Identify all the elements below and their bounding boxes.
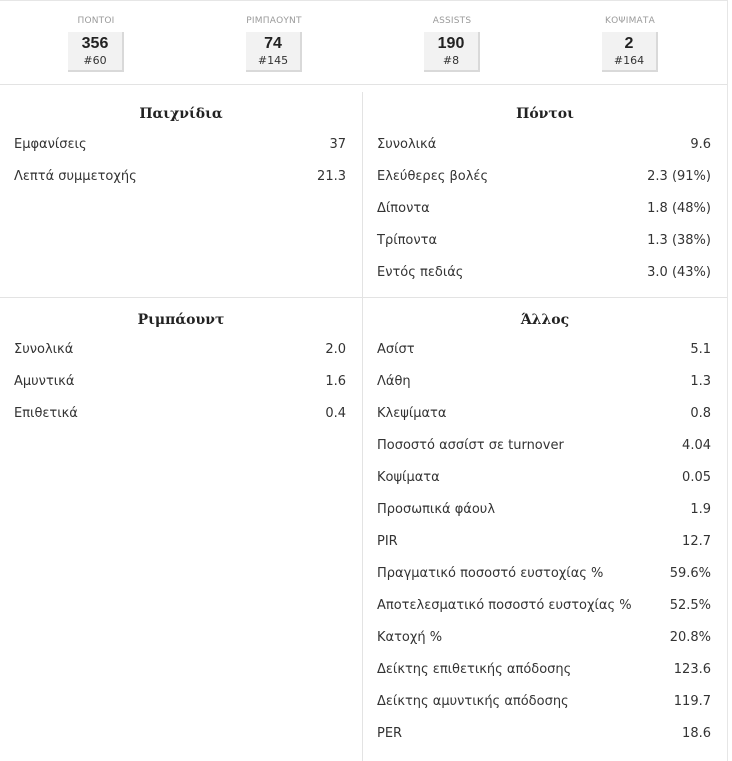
stat-row xyxy=(377,500,711,520)
stat-value: 1.9 xyxy=(690,502,711,517)
stat-label: Κλεψίματα xyxy=(377,406,447,421)
stat-label: Δείκτης επιθετικής απόδοσης xyxy=(377,662,572,677)
summary-label: ΚΟΨΙΜΑΤΑ xyxy=(605,16,655,26)
points-panel xyxy=(363,92,727,297)
stat-row xyxy=(377,199,711,219)
stat-label: Προσωπικά φάουλ xyxy=(377,502,496,517)
stat-value: 9.6 xyxy=(690,137,711,152)
stat-label: Επιθετικά xyxy=(14,406,78,421)
panel-title: Ριμπάουντ xyxy=(137,312,225,328)
stat-value: 21.3 xyxy=(317,169,346,184)
stat-row xyxy=(377,564,711,584)
summary-label: ΡΙΜΠΑΟΥΝΤ xyxy=(246,16,302,26)
stat-label: Αμυντικά xyxy=(14,374,75,389)
stat-label: Αποτελεσματικό ποσοστό ευστοχίας % xyxy=(377,598,632,613)
stat-label: Εμφανίσεις xyxy=(14,137,87,152)
stat-row xyxy=(14,404,346,424)
stat-row xyxy=(377,404,711,424)
stat-row xyxy=(14,340,346,360)
stat-row xyxy=(377,167,711,187)
stat-label: Συνολικά xyxy=(14,342,74,357)
stat-value: 1.3 (38%) xyxy=(647,233,711,248)
stat-row xyxy=(377,724,711,744)
stat-value: 0.8 xyxy=(690,406,711,421)
stat-value: 59.6% xyxy=(669,566,711,581)
stat-row xyxy=(377,231,711,251)
stat-value: 1.8 (48%) xyxy=(647,201,711,216)
stat-label: Κατοχή % xyxy=(377,630,443,645)
stat-label: Δείκτης αμυντικής απόδοσης xyxy=(377,694,569,709)
stat-row xyxy=(14,167,346,187)
stat-value: 5.1 xyxy=(690,342,711,357)
stat-label: Λεπτά συμμετοχής xyxy=(14,169,137,184)
summary-value: 2 xyxy=(624,35,634,52)
summary-blocks xyxy=(570,14,690,72)
stat-row xyxy=(14,372,346,392)
stat-value: 18.6 xyxy=(682,726,711,741)
stat-value: 12.7 xyxy=(682,534,711,549)
stat-label: Εντός πεδιάς xyxy=(377,265,464,280)
stat-value: 2.3 (91%) xyxy=(647,169,711,184)
stat-row xyxy=(377,660,711,680)
summary-rank: #60 xyxy=(83,54,107,67)
stat-label: Ασίστ xyxy=(377,342,415,357)
stat-label: Κοψίματα xyxy=(377,470,440,485)
right-rule xyxy=(727,0,728,761)
summary-value: 356 xyxy=(81,35,109,52)
stat-value: 0.05 xyxy=(682,470,711,485)
panel-title: Πόντοι xyxy=(516,106,574,122)
summary-box xyxy=(246,32,302,72)
stat-label: Πραγματικό ποσοστό ευστοχίας % xyxy=(377,566,604,581)
stat-row xyxy=(377,436,711,456)
summary-box xyxy=(68,32,124,72)
summary-rank: #164 xyxy=(613,54,645,67)
stat-row xyxy=(377,263,711,283)
games-panel xyxy=(0,92,362,297)
stat-label: Λάθη xyxy=(377,374,411,389)
summary-value: 190 xyxy=(437,35,465,52)
summary-label: ASSISTS xyxy=(432,16,472,26)
stat-value: 2.0 xyxy=(325,342,346,357)
stat-label: PER xyxy=(377,726,403,741)
summary-rebounds xyxy=(214,14,334,72)
stat-label: Συνολικά xyxy=(377,137,437,152)
stat-value: 1.3 xyxy=(690,374,711,389)
stat-value: 123.6 xyxy=(673,662,711,677)
stat-row xyxy=(377,372,711,392)
summary-box xyxy=(424,32,480,72)
stat-row xyxy=(377,532,711,552)
summary-box xyxy=(602,32,658,72)
stat-label: PIR xyxy=(377,534,398,549)
stat-row xyxy=(377,468,711,488)
stat-value: 0.4 xyxy=(325,406,346,421)
panel-title: Άλλος xyxy=(520,312,570,328)
stat-label: Δίποντα xyxy=(377,201,430,216)
stat-row xyxy=(377,340,711,360)
stat-value: 37 xyxy=(329,137,346,152)
summary-rank: #145 xyxy=(257,54,289,67)
stat-value: 4.04 xyxy=(682,438,711,453)
summary-rank: #8 xyxy=(442,54,460,67)
stat-label: Ελεύθερες βολές xyxy=(377,169,489,184)
stat-row xyxy=(377,135,711,155)
summary-value: 74 xyxy=(264,35,282,52)
summary-strip xyxy=(0,4,727,85)
stat-value: 3.0 (43%) xyxy=(647,265,711,280)
summary-assists xyxy=(392,14,512,72)
rebounds-panel xyxy=(0,298,362,761)
stat-value: 1.6 xyxy=(325,374,346,389)
stat-row xyxy=(377,692,711,712)
stat-row xyxy=(377,596,711,616)
stat-label: Ποσοστό ασσίστ σε turnover xyxy=(377,438,564,453)
stat-label: Τρίποντα xyxy=(377,233,438,248)
stat-row xyxy=(14,135,346,155)
panel-title: Παιχνίδια xyxy=(139,106,223,122)
stat-value: 52.5% xyxy=(669,598,711,613)
summary-label: ΠΟΝΤΟΙ xyxy=(77,16,115,26)
stat-value: 119.7 xyxy=(673,694,711,709)
stat-row xyxy=(377,628,711,648)
summary-points xyxy=(36,14,156,72)
other-panel xyxy=(363,298,727,761)
stat-value: 20.8% xyxy=(669,630,711,645)
